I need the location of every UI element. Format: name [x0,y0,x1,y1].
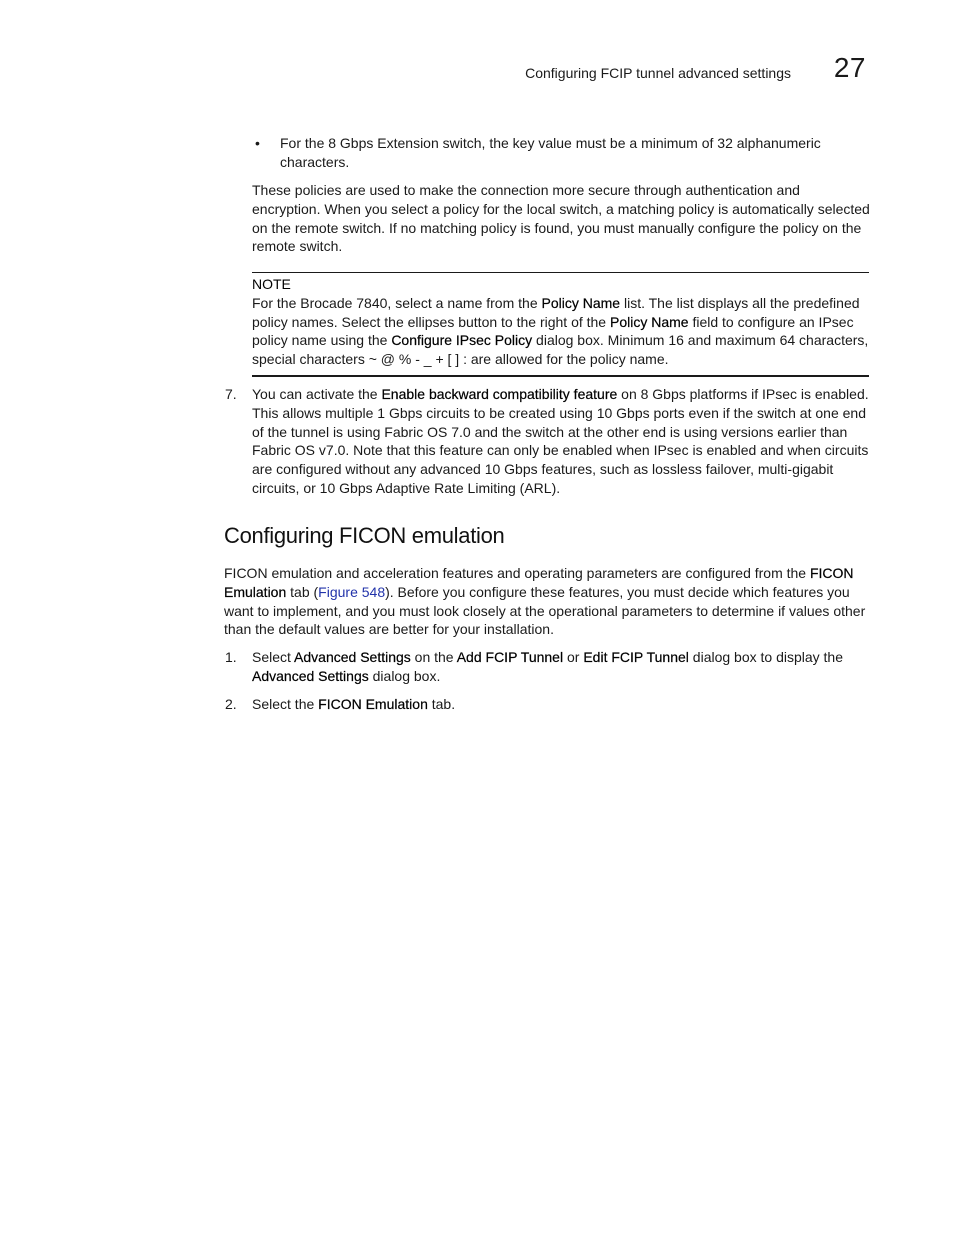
ui-term-advanced-settings: Advanced Settings [252,667,369,684]
ui-term-configure-ipsec-policy: Configure IPsec Policy [391,332,533,349]
note-box [252,272,869,377]
step-number: 1. [225,649,237,665]
step-number: 2. [225,696,237,712]
section-heading: Configuring FICON emulation [224,523,505,548]
step-text: Select Advanced Settings on the Add FCIP Tunnel or Edit FCIP Tunnel dialog box to display the Advanced Settings dialog box. [252,649,844,684]
ui-term-policy-name: Policy Name [541,294,621,311]
bullet-text: For the 8 Gbps Extension switch, the key value must be a minimum of 32 alphanumeric characters. [280,135,821,170]
section-intro-paragraph: FICON emulation and acceleration features and operating parameters are configured from the FICON Emulation tab (Figure 548). Before you configure these features, you must decide which features you want to implement, and you must look closely at the operational parameters to determine if values other than the default values are better for your installation. [224,565,866,638]
bullet-icon: • [255,135,260,151]
chapter-number: 27 [833,52,866,83]
ui-term-edit-fcip-tunnel: Edit FCIP Tunnel [583,649,689,665]
ui-term-ficon-emulation: FICON Emulation [318,696,428,712]
bullet-item [255,134,870,172]
running-header-title: Configuring FCIP tunnel advanced settings [525,65,791,81]
page-header [300,52,866,92]
step-7 [225,385,870,498]
step-text: You can activate the Enable backward compatibility feature on 8 Gbps platforms if IPsec is enabled. This allows multiple 1 Gbps circuits to be created using 10 Gbps ports even if the switch at one end of the tunnel is using Fabric OS 7.0 and the switch at the other end is using versions earlier than Fabric OS v7.0. Note that this feature can only be enabled when IPsec is enabled and when circuits are configured without any advanced 10 Gbps features, such as lossless failover, multi-gigabit circuits, or 10 Gbps Adaptive Rate Limiting (ARL). [252,386,869,496]
step-text: Select the FICON Emulation tab. [252,696,456,712]
ui-term-advanced-settings: Advanced Settings [294,649,411,665]
policies-paragraph: These policies are used to make the connection more secure through authentication and encryption. When you select a policy for the local switch, a matching policy is automatically selected on the remote switch. If no matching policy is found, you must manually configure the policy on the remote switch. [252,182,870,255]
step-2 [225,695,870,714]
step-number: 7. [225,386,237,402]
ui-term-ficon-emulation: FICON Emulation [224,565,854,600]
ui-term-add-fcip-tunnel: Add FCIP Tunnel [456,649,564,665]
ui-term-policy-name: Policy Name [609,313,689,330]
note-label: NOTE [252,276,291,292]
figure-link[interactable]: Figure 548 [318,583,386,600]
ui-term-enable-backward-compat: Enable backward compatibility feature [381,386,618,402]
step-1 [225,648,870,686]
note-text: For the Brocade 7840, select a name from the Policy Name list. The list displays all the predefined policy names. Select the ellipses button to the right of the Policy Name field to configure an IPsec policy name using the Configure IPsec Policy dialog box. Minimum 16 and maximum 64 characters, special characters ~ @ % - _ + [ ] : are allowed for the policy name. [252,294,869,368]
